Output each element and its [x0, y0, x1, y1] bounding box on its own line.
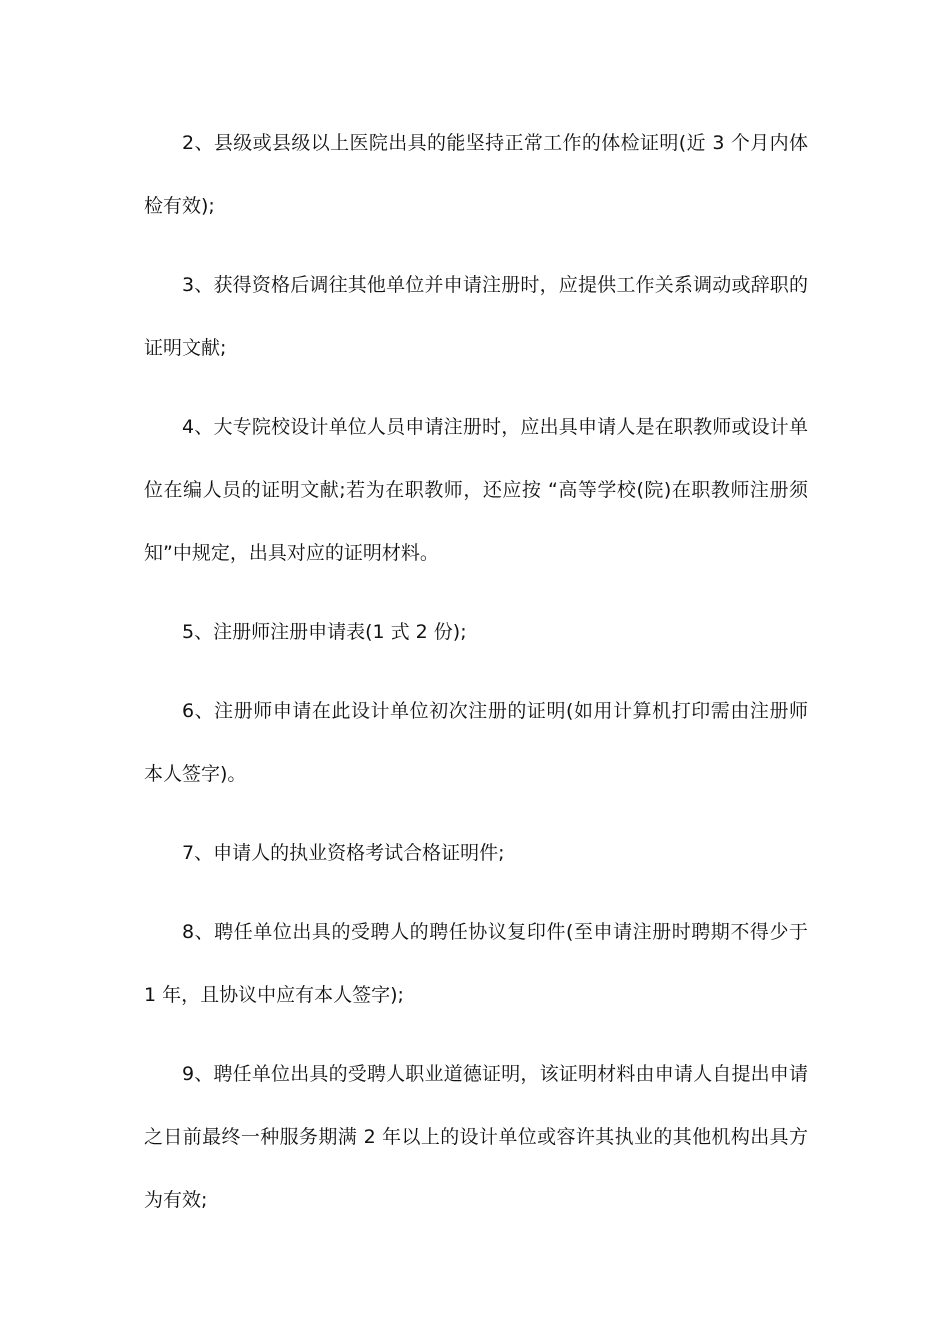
paragraph-item-3: 3、获得资格后调往其他单位并申请注册时，应提供工作关系调动或辞职的证明文献; [144, 274, 808, 359]
paragraph-item-6: 6、注册师申请在此设计单位初次注册的证明(如用计算机打印需由注册师本人签字)。 [144, 700, 808, 785]
paragraph-item-9: 9、聘任单位出具的受聘人职业道德证明，该证明材料由申请人自提出申请之日前最终一种服务期满 2 年以上的设计单位或容许其执业的其他机构出具方为有效; [144, 1063, 808, 1211]
paragraph-item-7: 7、申请人的执业资格考试合格证明件; [182, 842, 505, 864]
paragraph-item-5: 5、注册师注册申请表(1 式 2 份); [182, 621, 467, 643]
paragraph-item-4: 4、大专院校设计单位人员申请注册时，应出具申请人是在职教师或设计单位在编人员的证明文献;若为在职教师，还应按 “高等学校(院)在职教师注册须知”中规定，出具对应的证明材料。 [144, 416, 808, 564]
paragraph-item-2: 2、县级或县级以上医院出具的能坚持正常工作的体检证明(近 3 个月内体检有效); [144, 132, 808, 217]
document-body [144, 112, 808, 1248]
paragraph-item-8: 8、聘任单位出具的受聘人的聘任协议复印件(至申请注册时聘期不得少于 1 年，且协议中应有本人签字); [144, 921, 808, 1006]
